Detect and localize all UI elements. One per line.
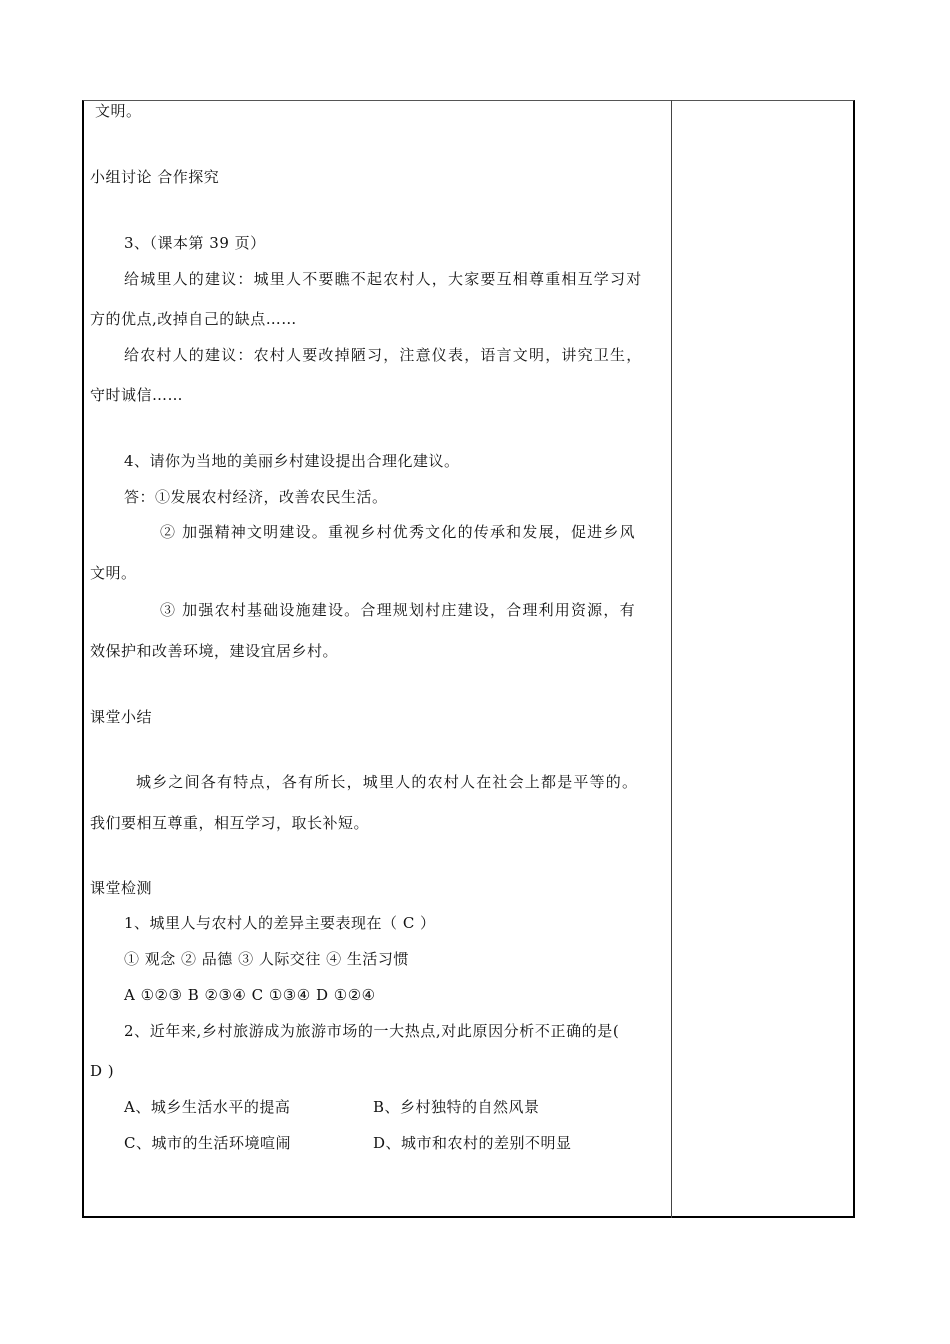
text-line: 效保护和改善环境，建设宜居乡村。 — [90, 642, 339, 660]
question-2: 2、近年来,乡村旅游成为旅游市场的一大热点,对此原因分析不正确的是( — [124, 1022, 620, 1040]
question-1-options: A ①②③ B ②③④ C ①③④ D ①②④ — [124, 986, 376, 1004]
text-line: 4、请你为当地的美丽乡村建设提出合理化建议。 — [124, 452, 460, 470]
section-heading-quiz: 课堂检测 — [90, 879, 153, 897]
text-line: 文明。 — [90, 564, 137, 582]
text-line: 城乡之间各有特点，各有所长，城里人的农村人在社会上都是平等的。 — [136, 773, 639, 791]
section-heading-summary: 课堂小结 — [90, 708, 153, 726]
text-line: 守时诚信…… — [90, 386, 184, 404]
text-line: 给城里人的建议：城里人不要瞧不起农村人，大家要互相尊重相互学习对 — [124, 270, 643, 288]
question-2-answer: D ) — [90, 1062, 115, 1080]
question-1-items: ① 观念 ② 品德 ③ 人际交往 ④ 生活习惯 — [124, 950, 409, 968]
text-line: 答：①发展农村经济，改善农民生活。 — [124, 488, 388, 506]
text-line: 方的优点,改掉自己的缺点…… — [90, 310, 297, 328]
text-line: ② 加强精神文明建设。重视乡村优秀文化的传承和发展，促进乡风 — [160, 523, 636, 541]
text-line: 文明。 — [95, 102, 142, 120]
option-d: D、城市和农村的差别不明显 — [373, 1134, 572, 1152]
text-line: 给农村人的建议：农村人要改掉陋习，注意仪表，语言文明，讲究卫生， — [124, 346, 643, 364]
section-heading-group-discussion: 小组讨论 合作探究 — [90, 168, 220, 186]
question-1: 1、城里人与农村人的差异主要表现在（ C ） — [124, 914, 436, 932]
text-line: 我们要相互尊重，相互学习，取长补短。 — [90, 814, 370, 832]
column-divider — [671, 100, 672, 1218]
option-a: A、城乡生活水平的提高 — [124, 1098, 291, 1116]
text-line: 3、（课本第 39 页） — [124, 234, 266, 252]
option-b: B、乡村独特的自然风景 — [373, 1098, 540, 1116]
text-line: ③ 加强农村基础设施建设。合理规划村庄建设，合理利用资源，有 — [160, 601, 636, 619]
option-c: C、城市的生活环境喧闹 — [124, 1134, 291, 1152]
